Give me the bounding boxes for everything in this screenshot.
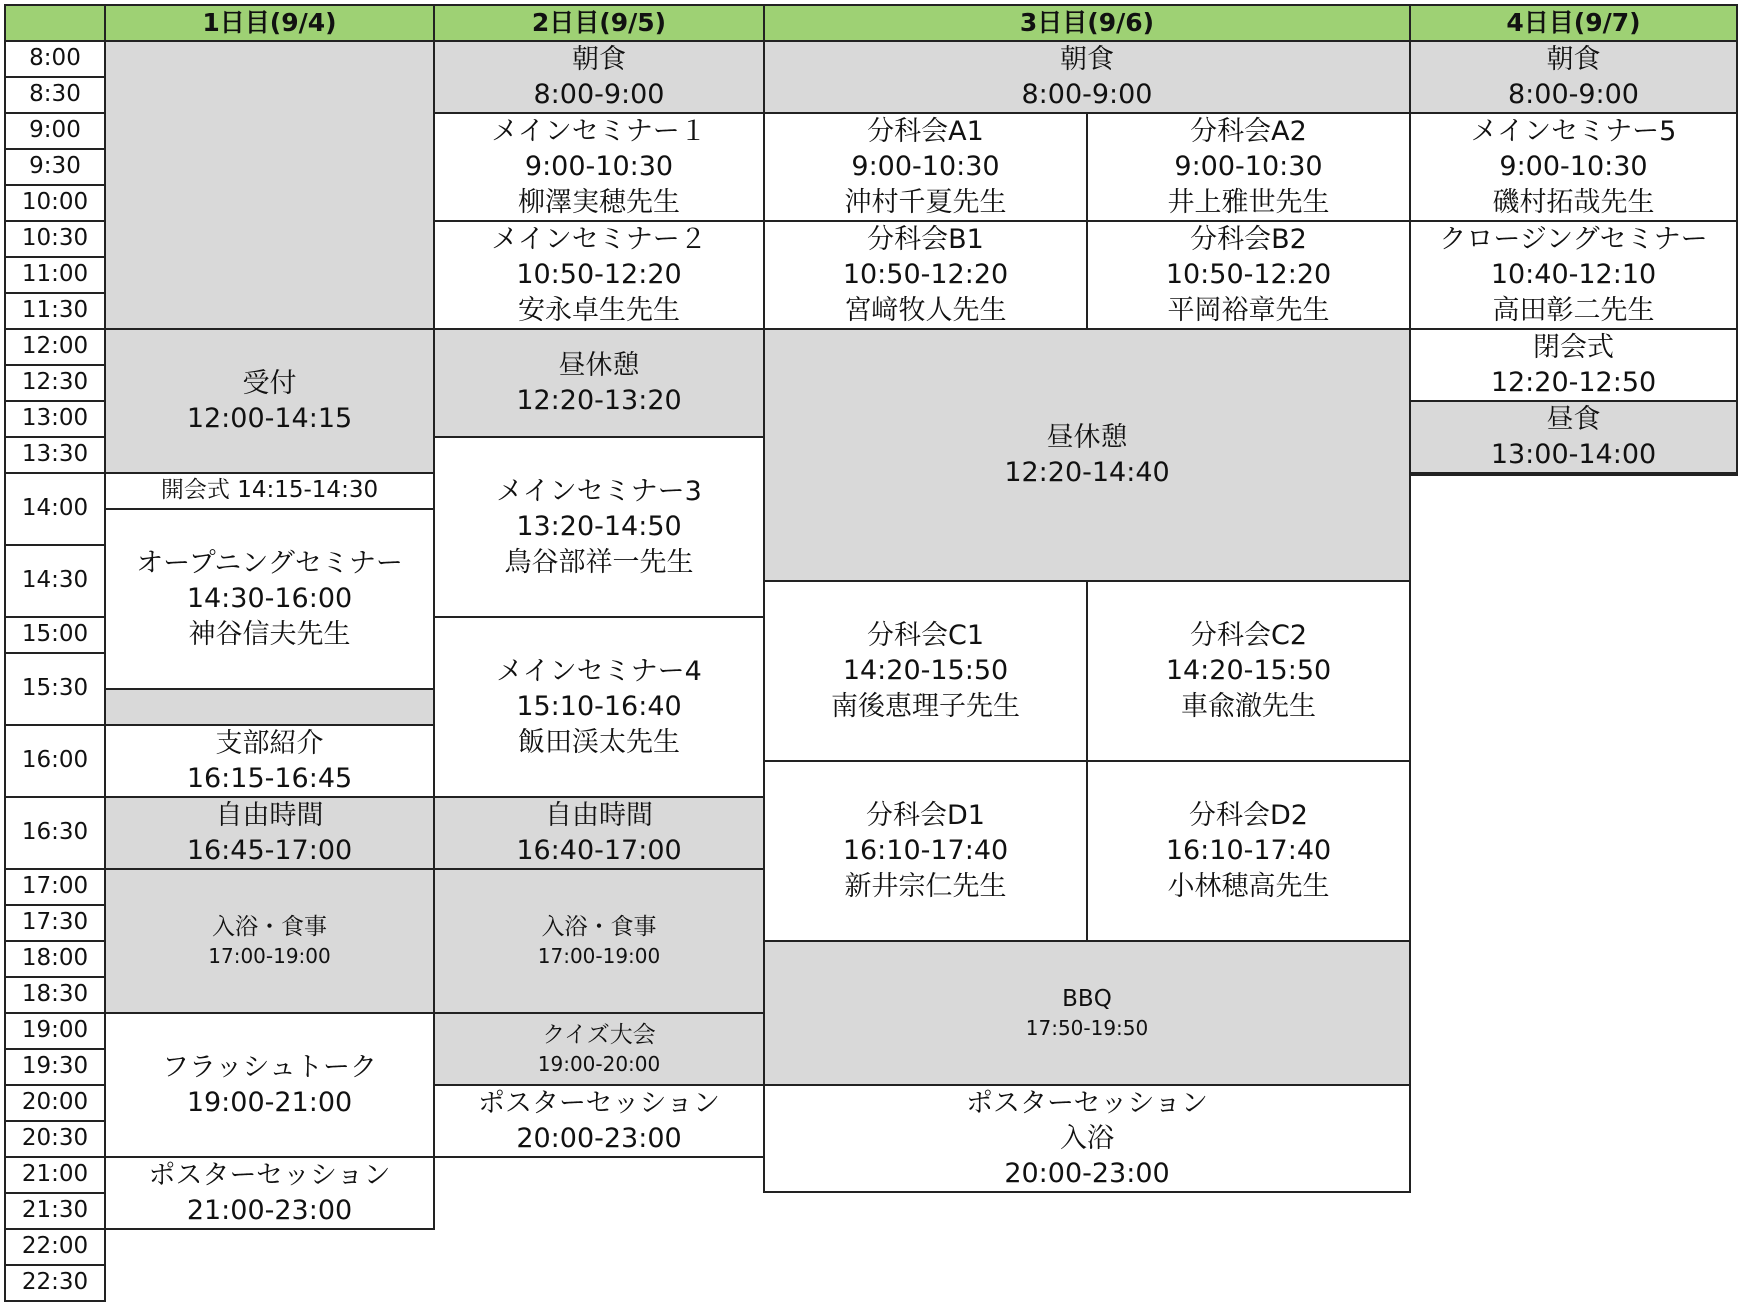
event-detail: 16:45-17:00 — [186, 835, 353, 866]
event-detail: 9:00-10:30 — [1174, 151, 1323, 183]
event-detail: 10:50-12:20 — [516, 259, 682, 291]
event-detail: 9:00-10:30 — [524, 151, 674, 183]
event-title: 分科会A1 — [867, 116, 984, 148]
event-block — [104, 724, 435, 798]
event-detail: 20:00-23:00 — [1004, 1158, 1170, 1190]
time-label: 17:00 — [4, 868, 106, 906]
event-title: 受付 — [242, 367, 297, 399]
event-detail: 8:00-9:00 — [533, 79, 665, 110]
event-title: 分科会B1 — [867, 224, 984, 256]
event-detail: 小林穂高先生 — [1167, 870, 1330, 902]
time-label: 10:30 — [4, 220, 106, 258]
day-header: 1日目(9/4) — [104, 4, 435, 42]
event-detail: 13:20-14:50 — [516, 511, 682, 543]
event-detail: 飯田渓太先生 — [518, 726, 680, 758]
event-detail: 12:20-12:50 — [1490, 367, 1657, 398]
time-label: 22:30 — [4, 1264, 106, 1302]
event-detail: 10:40-12:10 — [1490, 259, 1657, 291]
event-detail: 10:50-12:20 — [1165, 259, 1332, 291]
event-detail: 高田彰二先生 — [1492, 294, 1655, 326]
time-label: 17:30 — [4, 904, 106, 942]
event-block — [1409, 220, 1738, 330]
event-title: メインセミナー4 — [496, 656, 702, 688]
time-label: 8:30 — [4, 76, 106, 114]
event-block — [1086, 760, 1411, 942]
event-title: BBQ — [1062, 986, 1112, 1013]
event-title: 自由時間 — [545, 799, 653, 831]
event-block — [1086, 220, 1411, 330]
event-block — [433, 796, 765, 870]
event-detail: 14:20-15:50 — [842, 655, 1009, 687]
event-detail: 平岡裕章先生 — [1167, 294, 1330, 326]
event-title: ポスターセッション — [148, 1160, 391, 1191]
event-detail: 12:20-13:20 — [516, 385, 682, 416]
event-title: 分科会A2 — [1190, 116, 1307, 148]
time-label: 14:00 — [4, 472, 106, 546]
event-block — [1086, 112, 1411, 222]
event-detail: 8:00-9:00 — [1507, 79, 1639, 110]
event-title: フラッシュトーク — [162, 1051, 377, 1083]
event-detail: 井上雅世先生 — [1167, 186, 1330, 218]
time-label: 19:00 — [4, 1012, 106, 1050]
event-title: 支部紹介 — [215, 727, 324, 759]
event-detail: 新井宗仁先生 — [844, 870, 1007, 902]
event-title: 朝食 — [572, 43, 626, 75]
time-label: 11:00 — [4, 256, 106, 294]
time-label: 14:30 — [4, 544, 106, 618]
event-detail: 20:00-23:00 — [516, 1123, 682, 1155]
empty-block — [1409, 472, 1738, 476]
event-title: 分科会C1 — [866, 620, 985, 652]
event-detail: 17:00-19:00 — [208, 943, 331, 968]
event-block — [433, 616, 765, 798]
event-block — [104, 328, 435, 474]
event-title: メインセミナー5 — [1470, 116, 1677, 148]
event-block — [104, 1156, 435, 1230]
time-label: 18:00 — [4, 940, 106, 978]
event-detail: 9:00-10:30 — [851, 151, 1000, 183]
event-detail: 16:10-17:40 — [842, 835, 1009, 867]
time-label: 16:00 — [4, 724, 106, 798]
event-detail: 12:00-14:15 — [186, 403, 353, 434]
event-block — [104, 1012, 435, 1158]
event-detail: 21:00-23:00 — [186, 1195, 353, 1227]
event-detail: 12:20-14:40 — [1004, 457, 1170, 488]
time-label: 12:00 — [4, 328, 106, 366]
event-detail: 安永卓生先生 — [518, 294, 680, 326]
time-label: 20:30 — [4, 1120, 106, 1158]
event-block — [433, 220, 765, 330]
event-detail: 17:00-19:00 — [537, 943, 661, 968]
event-detail: 神谷信夫先生 — [188, 618, 351, 650]
time-label: 8:00 — [4, 40, 106, 78]
event-title: 朝食 — [1060, 43, 1114, 75]
time-label: 12:30 — [4, 364, 106, 402]
event-title: 自由時間 — [215, 799, 324, 831]
event-title: ポスターセッション — [478, 1088, 720, 1119]
event-block — [433, 112, 765, 222]
event-title: オープニングセミナー — [136, 548, 403, 580]
event-block — [433, 1084, 765, 1158]
event-block — [763, 328, 1411, 582]
event-detail: 19:00-20:00 — [537, 1051, 661, 1076]
event-block — [1409, 400, 1738, 474]
event-block — [763, 112, 1088, 222]
event-detail: 入浴 — [1060, 1123, 1114, 1155]
event-block — [104, 868, 435, 1014]
time-label: 13:30 — [4, 436, 106, 474]
time-label: 21:00 — [4, 1156, 106, 1194]
event-title: 分科会D2 — [1189, 800, 1308, 832]
event-block — [1409, 40, 1738, 114]
time-label: 11:30 — [4, 292, 106, 330]
event-block — [104, 472, 435, 510]
event-title: 入浴・食事 — [212, 914, 327, 941]
event-detail: 16:10-17:40 — [1165, 835, 1332, 867]
event-detail: 19:00-21:00 — [186, 1087, 353, 1118]
time-label: 9:00 — [4, 112, 106, 150]
event-detail: 17:50-19:50 — [1025, 1015, 1149, 1040]
event-detail: 南後恵理子先生 — [831, 690, 1020, 722]
event-block — [1086, 580, 1411, 762]
event-block — [763, 1084, 1411, 1193]
event-block — [763, 580, 1088, 762]
time-label: 20:00 — [4, 1084, 106, 1122]
event-detail: 宮﨑牧人先生 — [844, 294, 1007, 326]
event-detail: 14:30-16:00 — [186, 583, 353, 615]
event-block — [104, 508, 435, 690]
time-label: 15:30 — [4, 652, 106, 726]
event-detail: 鳥谷部祥一先生 — [504, 546, 694, 578]
event-detail: 10:50-12:20 — [842, 259, 1009, 291]
event-title: メインセミナー3 — [496, 476, 702, 508]
event-title: 開会式 14:15-14:30 — [160, 477, 379, 504]
empty-block — [104, 688, 435, 726]
event-title: 昼食 — [1546, 403, 1601, 435]
time-label: 21:30 — [4, 1192, 106, 1230]
time-label: 19:30 — [4, 1048, 106, 1086]
event-detail: 8:00-9:00 — [1021, 79, 1153, 110]
event-title: 朝食 — [1546, 43, 1601, 75]
event-block — [433, 328, 765, 438]
empty-block — [104, 40, 435, 330]
event-title: 昼休憩 — [1046, 421, 1128, 453]
time-label: 18:30 — [4, 976, 106, 1014]
event-title: 昼休憩 — [558, 349, 640, 381]
event-block — [763, 760, 1088, 942]
event-detail: 9:00-10:30 — [1499, 151, 1648, 183]
event-block — [763, 40, 1411, 114]
event-title: 分科会B2 — [1190, 224, 1307, 256]
time-label: 22:00 — [4, 1228, 106, 1266]
event-detail: 柳澤実穂先生 — [518, 186, 680, 218]
time-label: 10:00 — [4, 184, 106, 222]
event-detail: 沖村千夏先生 — [844, 186, 1007, 218]
time-label: 9:30 — [4, 148, 106, 186]
time-label: 13:00 — [4, 400, 106, 438]
event-title: クイズ大会 — [542, 1022, 656, 1049]
event-detail: 14:20-15:50 — [1165, 655, 1332, 687]
day-header: 2日目(9/5) — [433, 4, 765, 42]
event-detail: 車兪澈先生 — [1181, 690, 1316, 722]
event-block — [433, 436, 765, 618]
event-title: 閉会式 — [1533, 331, 1614, 363]
event-block — [763, 940, 1411, 1086]
schedule-table — [4, 4, 1736, 1304]
day-header: 3日目(9/6) — [763, 4, 1411, 42]
event-detail: 13:00-14:00 — [1490, 439, 1657, 470]
event-block — [433, 40, 765, 114]
event-block — [1409, 112, 1738, 222]
event-block — [433, 868, 765, 1014]
event-detail: 16:15-16:45 — [186, 763, 353, 794]
event-title: 入浴・食事 — [541, 914, 657, 941]
event-block — [1409, 328, 1738, 402]
event-title: メインセミナー２ — [491, 224, 707, 256]
event-detail: 磯村拓哉先生 — [1492, 186, 1655, 218]
event-title: クロージングセミナー — [1439, 224, 1708, 256]
event-title: 分科会D1 — [866, 800, 985, 832]
time-label: 15:00 — [4, 616, 106, 654]
event-block — [104, 796, 435, 870]
corner-cell — [4, 4, 106, 42]
event-block — [763, 220, 1088, 330]
event-block — [433, 1012, 765, 1086]
event-title: 分科会C2 — [1189, 620, 1308, 652]
event-title: メインセミナー１ — [491, 116, 707, 148]
event-detail: 16:40-17:00 — [516, 835, 682, 866]
event-title: ポスターセッション — [966, 1088, 1208, 1119]
day-header: 4日目(9/7) — [1409, 4, 1738, 42]
event-detail: 15:10-16:40 — [516, 691, 682, 723]
time-label: 16:30 — [4, 796, 106, 870]
